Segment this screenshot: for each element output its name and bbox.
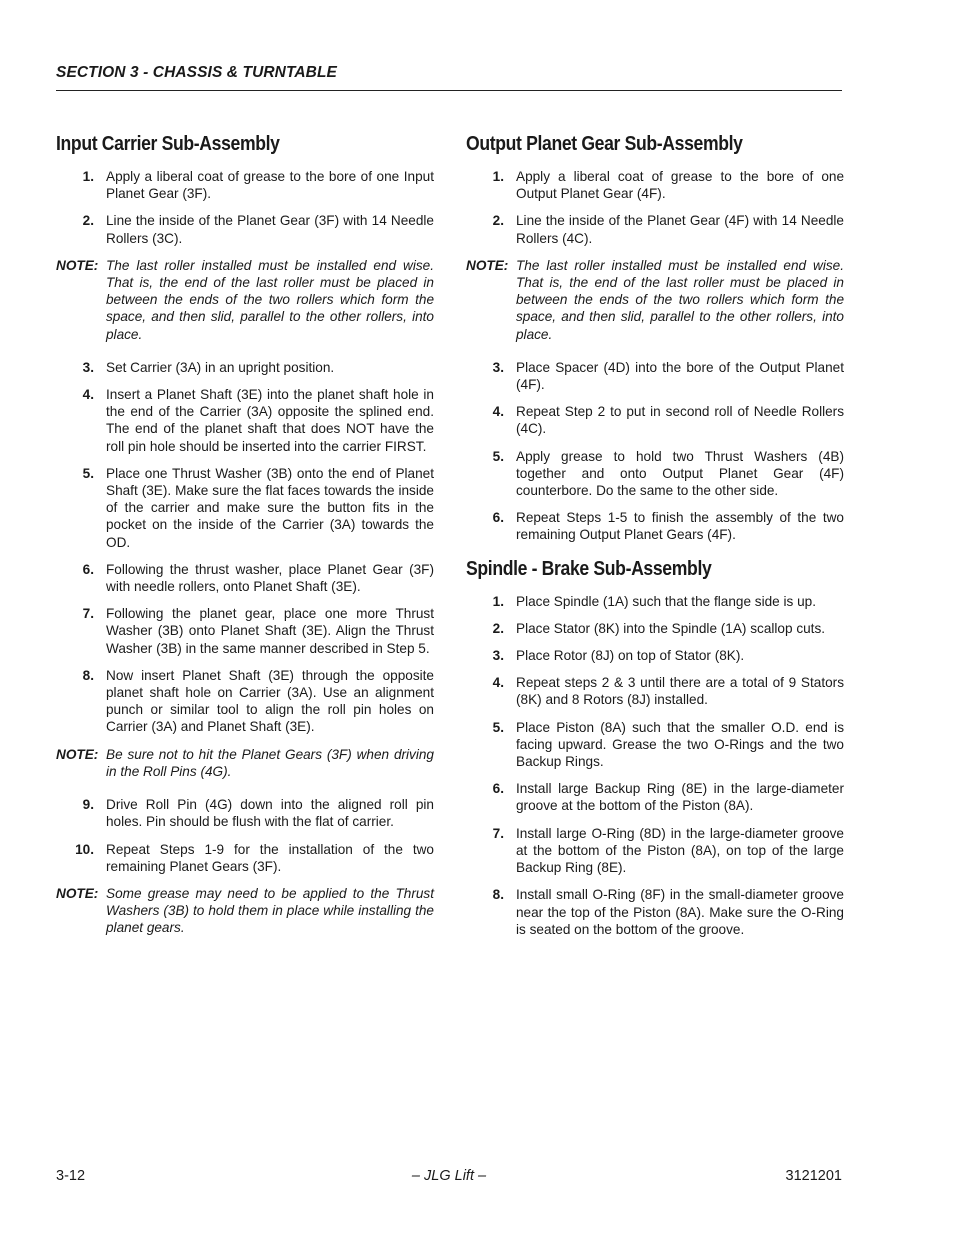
step-number: 7. [82, 606, 94, 622]
step-item [466, 212, 844, 246]
spindle-brake-steps [466, 593, 844, 938]
step-number: 6. [492, 510, 504, 526]
note-label: NOTE: [56, 885, 99, 901]
step-number: 10. [75, 841, 94, 857]
input-carrier-heading: Input Carrier Sub-Assembly [56, 133, 280, 155]
input-carrier-steps [56, 168, 434, 937]
spindle-brake-heading: Spindle - Brake Sub-Assembly [466, 557, 712, 580]
step-text: Apply a liberal coat of grease to the bore of one Output Planet Gear (4F). [516, 169, 844, 202]
note-label: NOTE: [56, 746, 99, 762]
step-text: Place Spindle (1A) such that the flange side is up. [516, 593, 816, 609]
step-number: 8. [82, 667, 94, 683]
note-block [466, 257, 844, 343]
step-text: Drive Roll Pin (4G) down into the aligned roll pin holes. Pin should be flush with the flat of carrier. [106, 797, 434, 830]
output-planet-steps [466, 168, 844, 544]
step-text: Place Rotor (8J) on top of Stator (8K). [516, 648, 745, 664]
step-item [56, 359, 434, 376]
step-item [466, 593, 844, 610]
step-text: Repeat Step 2 to put in second roll of Needle Rollers (4C). [516, 404, 844, 437]
step-number: 5. [492, 448, 504, 464]
step-number: 3. [82, 359, 94, 375]
step-text: Place Spacer (4D) into the bore of the Output Planet (4F). [516, 359, 844, 393]
step-number: 2. [492, 620, 504, 636]
step-item [56, 465, 434, 551]
step-number: 1. [492, 169, 504, 184]
note-text: The last roller installed must be installed end wise. That is, the end of the last roller must be placed in between the ends of the two rollers which form the space, and then slid, parallel to the other rollers, into place. [106, 257, 434, 342]
step-item [466, 886, 844, 938]
step-number: 3. [492, 359, 504, 375]
step-item [56, 561, 434, 595]
step-text: Set Carrier (3A) in an upright position. [106, 359, 335, 375]
step-text: Place Piston (8A) such that the smaller O.D. end is facing upward. Grease the two O-Rings and the two Backup Rings. [516, 719, 844, 770]
right-column [466, 133, 844, 948]
step-item [466, 448, 844, 500]
step-text: Install large Backup Ring (8E) in the large-diameter groove at the bottom of the Piston (8A). [516, 781, 844, 814]
note-label: NOTE: [56, 257, 99, 273]
step-number: 7. [492, 825, 504, 841]
note-text: Be sure not to hit the Planet Gears (3F) when driving in the Roll Pins (4G). [106, 746, 434, 779]
note-block [56, 885, 434, 937]
step-number: 4. [82, 387, 94, 403]
step-number: 6. [82, 561, 94, 577]
step-item [56, 386, 434, 455]
step-text: Install large O-Ring (8D) in the large-diameter groove at the bottom of the Piston (8A), on top of the large Backup Ring (8E). [516, 825, 844, 876]
step-item [466, 825, 844, 877]
left-column [56, 133, 434, 953]
step-item [466, 780, 844, 814]
step-text: Repeat steps 2 & 3 until there are a total of 9 Stators (8K) and 8 Rotors (8J) installed. [516, 675, 844, 708]
step-number: 2. [82, 213, 94, 229]
step-number: 8. [492, 887, 504, 903]
step-item [56, 212, 434, 246]
note-block [56, 746, 434, 780]
output-planet-heading: Output Planet Gear Sub-Assembly [466, 133, 743, 155]
step-item [56, 667, 434, 736]
step-item [466, 647, 844, 664]
step-text: Line the inside of the Planet Gear (4F) with 14 Needle Rollers (4C). [516, 213, 844, 246]
step-number: 2. [492, 213, 504, 229]
step-item [56, 168, 434, 202]
step-text: Insert a Planet Shaft (3E) into the planet shaft hole in the end of the Carrier (3A) opposite the splined end. The end of the planet shaft that does NOT have the roll pin hole should be inserted into the carrier FIRST. [106, 387, 434, 454]
note-text: Some grease may need to be applied to the Thrust Washers (3B) to hold them in place while installing the planet gears. [106, 885, 434, 936]
step-item [466, 168, 844, 202]
step-number: 3. [492, 648, 504, 664]
step-text: Repeat Steps 1-5 to finish the assembly of the two remaining Output Planet Gears (4F). [516, 510, 844, 543]
step-number: 1. [82, 169, 94, 184]
step-number: 4. [492, 404, 504, 420]
note-text: The last roller installed must be installed end wise. That is, the end of the last roller must be placed in between the ends of the two rollers which form the space, and then slid, parallel to the other rollers, into place. [516, 257, 844, 342]
note-block [56, 257, 434, 343]
step-item [56, 796, 434, 830]
step-text: Install small O-Ring (8F) in the small-diameter groove near the top of the Piston (8A). Make sure the O-Ring is seated on the bottom of the groove. [516, 887, 844, 937]
step-text: Repeat Steps 1-9 for the installation of the two remaining Planet Gears (3F). [106, 841, 434, 874]
page-number: 3-12 [56, 1168, 86, 1184]
step-item [466, 620, 844, 637]
page-header [56, 64, 842, 91]
step-text: Place Stator (8K) into the Spindle (1A) scallop cuts. [516, 620, 826, 636]
step-item [466, 674, 844, 708]
step-text: Line the inside of the Planet Gear (3F) with 14 Needle Rollers (3C). [106, 213, 434, 246]
note-label: NOTE: [466, 257, 509, 273]
step-item [56, 605, 434, 657]
step-number: 4. [492, 675, 504, 691]
footer-brand: – JLG Lift – [411, 1168, 487, 1184]
step-item [466, 359, 844, 393]
step-item [466, 403, 844, 437]
step-number: 5. [492, 719, 504, 735]
step-text: Now insert Planet Shaft (3E) through the opposite planet shaft hole on Carrier (3A). Use an alignment punch or similar tool to align the roll pin holes on Carrier (3A) and Planet Shaft (3E). [106, 667, 434, 735]
document-number: 3121201 [785, 1168, 842, 1184]
step-item [466, 719, 844, 771]
section-title: SECTION 3 - CHASSIS & TURNTABLE [56, 64, 337, 81]
step-item [466, 509, 844, 543]
step-number: 9. [82, 797, 94, 813]
step-text: Apply a liberal coat of grease to the bore of one Input Planet Gear (3F). [106, 169, 434, 202]
step-text: Following the planet gear, place one more Thrust Washer (3B) onto Planet Shaft (3E). Align the Thrust Washer (3B) in the same manner described in Step 5. [106, 606, 434, 656]
step-number: 5. [82, 465, 94, 481]
page-footer [56, 1168, 842, 1188]
step-text: Following the thrust washer, place Planet Gear (3F) with needle rollers, onto Planet Shaft (3E). [106, 561, 434, 595]
step-text: Apply grease to hold two Thrust Washers (4B) together and onto Output Planet Gear (4F) counterbore. Do the same to the other side. [516, 448, 844, 499]
step-number: 1. [492, 593, 504, 609]
step-item [56, 841, 434, 875]
step-text: Place one Thrust Washer (3B) onto the end of Planet Shaft (3E). Make sure the flat faces towards the inside of the carrier and make sure the button fits in the pocket on the inside of the Carrier (3A) towards the OD. [106, 465, 434, 550]
step-number: 6. [492, 781, 504, 797]
